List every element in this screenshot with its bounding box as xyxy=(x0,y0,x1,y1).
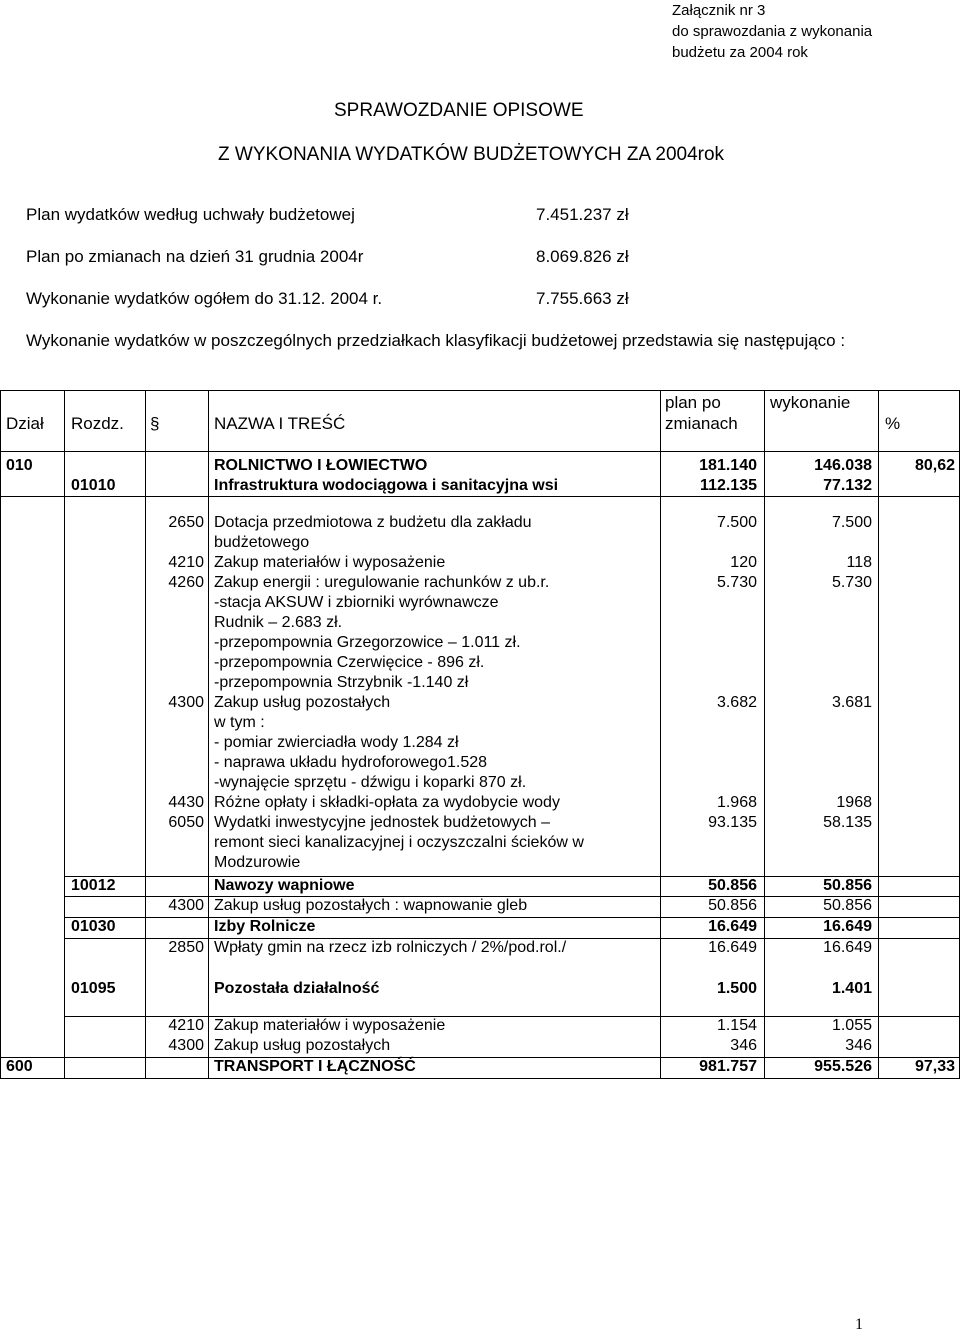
col-header-plan: zmianach xyxy=(665,414,738,433)
cell-wykonanie: 346 xyxy=(845,1037,872,1054)
cell-dzial: 600 xyxy=(6,1058,33,1075)
cell-nazwa: -przepompownia Grzegorzowice – 1.011 zł. xyxy=(214,634,521,651)
summary-label: Wykonanie wydatków ogółem do 31.12. 2004 r. xyxy=(26,289,383,308)
cell-plan: 112.135 xyxy=(700,477,757,494)
annex-line: budżetu za 2004 rok xyxy=(672,44,808,61)
col-header-rozdz: Rozdz. xyxy=(71,414,124,433)
cell-paragraf: 4210 xyxy=(168,554,204,571)
annex-line: do sprawozdania z wykonania xyxy=(672,23,873,40)
cell-nazwa: Rudnik – 2.683 zł. xyxy=(214,614,343,631)
cell-procent: 80,62 xyxy=(914,457,955,474)
cell-rozdzial: 01095 xyxy=(71,980,116,997)
cell-plan: 181.140 xyxy=(699,457,757,474)
cell-nazwa: - pomiar zwierciadła wody 1.284 zł xyxy=(214,734,459,751)
cell-wykonanie: 16.649 xyxy=(823,939,872,956)
cell-wykonanie: 7.500 xyxy=(831,514,872,531)
cell-plan: 1.968 xyxy=(716,794,757,811)
cell-wykonanie: 16.649 xyxy=(823,918,872,935)
cell-rozdzial: 10012 xyxy=(71,877,116,894)
cell-plan: 16.649 xyxy=(708,939,757,956)
cell-wykonanie: 146.038 xyxy=(814,457,872,474)
summary-value: 8.069.826 zł xyxy=(536,247,629,266)
summary-value: 7.451.237 zł xyxy=(536,205,629,224)
cell-nazwa: TRANSPORT I ŁĄCZNOŚĆ xyxy=(214,1058,416,1075)
cell-nazwa: Zakup usług pozostałych xyxy=(214,694,391,711)
cell-wykonanie: 5.730 xyxy=(831,574,872,591)
col-header-plan: plan po xyxy=(665,393,721,412)
cell-nazwa: w tym : xyxy=(214,714,265,731)
annex-line: Załącznik nr 3 xyxy=(672,2,766,19)
cell-wykonanie: 1968 xyxy=(836,794,872,811)
cell-nazwa: Zakup materiałów i wyposażenie xyxy=(214,1017,446,1034)
intro-text: Wykonanie wydatków w poszczególnych przedziałkach klasyfikacji budżetowej przedstawia się następująco : xyxy=(26,331,846,350)
col-header-dzial: Dział xyxy=(6,414,44,433)
page-number: 1 xyxy=(855,1316,863,1333)
cell-rozdzial: 01010 xyxy=(71,477,116,494)
cell-procent: 97,33 xyxy=(914,1058,955,1075)
col-header-paragraf: § xyxy=(150,414,160,433)
cell-nazwa: Zakup materiałów i wyposażenie xyxy=(214,554,446,571)
cell-wykonanie: 50.856 xyxy=(823,877,872,894)
cell-nazwa: - naprawa układu hydroforowego1.528 xyxy=(214,754,488,771)
cell-nazwa: -przepompownia Strzybnik -1.140 zł xyxy=(214,674,469,691)
cell-paragraf: 4300 xyxy=(168,694,204,711)
cell-wykonanie: 77.132 xyxy=(823,477,872,494)
cell-paragraf: 2850 xyxy=(168,939,204,956)
cell-paragraf: 4260 xyxy=(168,574,204,591)
col-header-nazwa: NAZWA I TREŚĆ xyxy=(214,414,346,433)
cell-plan: 1.154 xyxy=(716,1017,757,1034)
cell-paragraf: 6050 xyxy=(168,814,204,831)
cell-nazwa: Zakup energii : uregulowanie rachunków z ub.r. xyxy=(214,574,550,591)
document-subtitle: Z WYKONANIA WYDATKÓW BUDŻETOWYCH ZA 2004rok xyxy=(218,144,725,165)
cell-paragraf: 4210 xyxy=(168,1017,204,1034)
cell-plan: 50.856 xyxy=(708,897,757,914)
cell-plan: 16.649 xyxy=(708,918,757,935)
cell-plan: 120 xyxy=(730,554,757,571)
cell-plan: 1.500 xyxy=(716,980,757,997)
cell-wykonanie: 50.856 xyxy=(823,897,872,914)
cell-wykonanie: 1.055 xyxy=(831,1017,872,1034)
cell-nazwa: -wynajęcie sprzętu - dźwigu i koparki 870 zł. xyxy=(214,774,527,791)
annex-note xyxy=(672,0,872,63)
cell-nazwa: Infrastruktura wodociągowa i sanitacyjna wsi xyxy=(214,477,559,494)
col-header-procent: % xyxy=(885,414,901,433)
cell-nazwa: Dotacja przedmiotowa z budżetu dla zakładu xyxy=(214,514,532,531)
cell-nazwa: Zakup usług pozostałych : wapnowanie gleb xyxy=(214,897,528,914)
cell-wykonanie: 955.526 xyxy=(814,1058,872,1075)
cell-nazwa: -przepompownia Czerwięcice - 896 zł. xyxy=(214,654,485,671)
cell-paragraf: 4300 xyxy=(168,897,204,914)
cell-rozdzial: 01030 xyxy=(71,918,116,935)
cell-plan: 346 xyxy=(730,1037,757,1054)
col-header-wykonanie: wykonanie xyxy=(770,393,851,412)
cell-plan: 5.730 xyxy=(716,574,757,591)
cell-nazwa: Wpłaty gmin na rzecz izb rolniczych / 2%/pod.rol./ xyxy=(214,939,567,956)
cell-paragraf: 4300 xyxy=(168,1037,204,1054)
cell-wykonanie: 1.401 xyxy=(831,980,872,997)
summary-value: 7.755.663 zł xyxy=(536,289,629,308)
cell-wykonanie: 3.681 xyxy=(831,694,872,711)
cell-nazwa: Nawozy wapniowe xyxy=(214,877,355,894)
cell-dzial: 010 xyxy=(6,457,33,474)
cell-nazwa: remont sieci kanalizacyjnej i oczyszczalni ścieków w xyxy=(214,834,584,851)
document-title: SPRAWOZDANIE OPISOWE xyxy=(334,100,584,121)
summary-label: Plan wydatków według uchwały budżetowej xyxy=(26,205,355,224)
cell-wykonanie: 118 xyxy=(846,554,872,571)
cell-plan: 3.682 xyxy=(716,694,757,711)
cell-nazwa: budżetowego xyxy=(214,534,310,551)
cell-nazwa: Różne opłaty i składki-opłata za wydobycie wody xyxy=(214,794,560,811)
cell-wykonanie: 58.135 xyxy=(823,814,872,831)
cell-plan: 7.500 xyxy=(716,514,757,531)
cell-paragraf: 2650 xyxy=(168,514,204,531)
cell-nazwa: Izby Rolnicze xyxy=(214,918,316,935)
cell-nazwa: ROLNICTWO I ŁOWIECTWO xyxy=(214,457,428,474)
cell-plan: 981.757 xyxy=(699,1058,757,1075)
summary-label: Plan po zmianach na dzień 31 grudnia 2004r xyxy=(26,247,364,266)
cell-nazwa: Zakup usług pozostałych xyxy=(214,1037,391,1054)
cell-paragraf: 4430 xyxy=(168,794,204,811)
cell-nazwa: Modzurowie xyxy=(214,854,301,871)
cell-nazwa: Pozostała działalność xyxy=(214,980,380,997)
cell-plan: 93.135 xyxy=(708,814,757,831)
cell-nazwa: -stacja AKSUW i zbiorniki wyrównawcze xyxy=(214,594,499,611)
cell-plan: 50.856 xyxy=(708,877,757,894)
cell-nazwa: Wydatki inwestycyjne jednostek budżetowych – xyxy=(214,814,551,831)
